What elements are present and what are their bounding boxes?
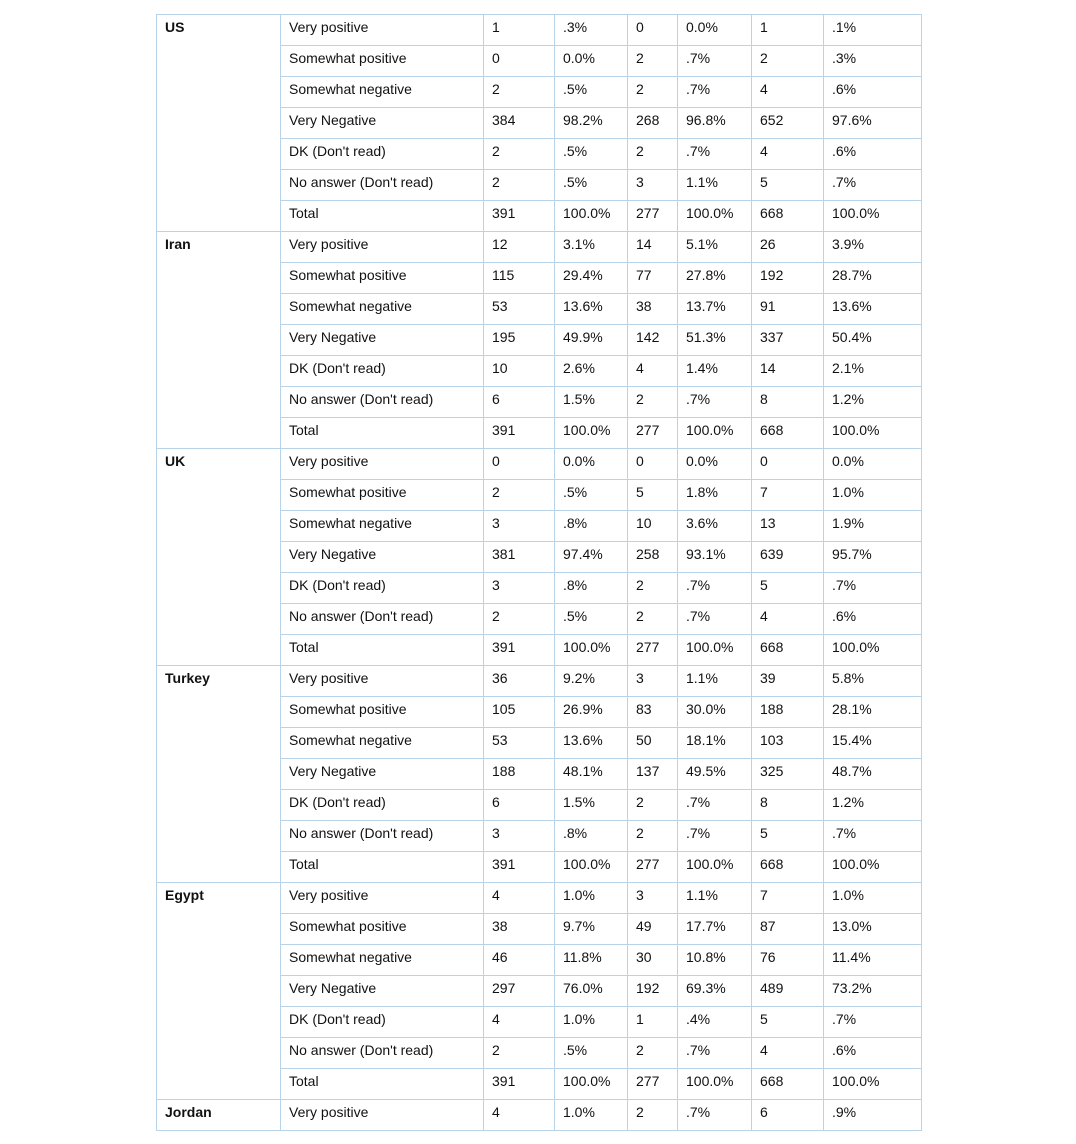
count-total-cell: 26: [752, 232, 824, 263]
percent-total-cell: .6%: [824, 1038, 922, 1069]
percent-total-cell: .3%: [824, 46, 922, 77]
count-group-1-cell: 2: [484, 77, 555, 108]
percent-group-1-cell: 98.2%: [555, 108, 628, 139]
percent-group-2-cell: 69.3%: [678, 976, 752, 1007]
percent-group-2-cell: .4%: [678, 1007, 752, 1038]
response-label: Very positive: [281, 15, 484, 46]
count-group-1-cell: 1: [484, 15, 555, 46]
count-group-2-cell: 192: [628, 976, 678, 1007]
percent-group-1-cell: 1.5%: [555, 790, 628, 821]
count-group-1-cell: 391: [484, 852, 555, 883]
count-total-cell: 4: [752, 77, 824, 108]
count-group-1-cell: 3: [484, 511, 555, 542]
count-total-cell: 652: [752, 108, 824, 139]
count-total-cell: 5: [752, 170, 824, 201]
response-label: Somewhat negative: [281, 945, 484, 976]
count-total-cell: 8: [752, 387, 824, 418]
count-total-cell: 5: [752, 1007, 824, 1038]
count-group-2-cell: 142: [628, 325, 678, 356]
count-group-2-cell: 5: [628, 480, 678, 511]
count-group-1-cell: 12: [484, 232, 555, 263]
table-row: [157, 1100, 922, 1131]
response-label: Total: [281, 201, 484, 232]
percent-group-1-cell: 9.2%: [555, 666, 628, 697]
percent-group-2-cell: .7%: [678, 139, 752, 170]
percent-total-cell: 28.1%: [824, 697, 922, 728]
count-group-2-cell: 277: [628, 635, 678, 666]
count-group-2-cell: 258: [628, 542, 678, 573]
percent-group-1-cell: 1.5%: [555, 387, 628, 418]
percent-total-cell: 1.9%: [824, 511, 922, 542]
percent-group-1-cell: .5%: [555, 480, 628, 511]
percent-total-cell: 1.2%: [824, 387, 922, 418]
response-label: Somewhat positive: [281, 914, 484, 945]
count-group-2-cell: 2: [628, 573, 678, 604]
percent-group-1-cell: 100.0%: [555, 1069, 628, 1100]
table-row: [157, 15, 922, 46]
count-group-2-cell: 277: [628, 201, 678, 232]
count-group-1-cell: 105: [484, 697, 555, 728]
response-label: Very Negative: [281, 976, 484, 1007]
response-label: Very Negative: [281, 325, 484, 356]
percent-group-2-cell: 27.8%: [678, 263, 752, 294]
percent-group-2-cell: .7%: [678, 604, 752, 635]
percent-group-2-cell: 100.0%: [678, 635, 752, 666]
table-row: [157, 232, 922, 263]
count-total-cell: 668: [752, 418, 824, 449]
table-body: [157, 15, 922, 1131]
response-label: Total: [281, 635, 484, 666]
count-total-cell: 7: [752, 480, 824, 511]
percent-total-cell: 100.0%: [824, 635, 922, 666]
count-group-1-cell: 53: [484, 294, 555, 325]
count-group-1-cell: 53: [484, 728, 555, 759]
count-total-cell: 2: [752, 46, 824, 77]
count-group-1-cell: 2: [484, 480, 555, 511]
count-total-cell: 0: [752, 449, 824, 480]
percent-group-2-cell: 1.1%: [678, 170, 752, 201]
count-group-2-cell: 4: [628, 356, 678, 387]
response-label: Somewhat positive: [281, 46, 484, 77]
count-total-cell: 4: [752, 1038, 824, 1069]
percent-total-cell: 100.0%: [824, 201, 922, 232]
count-group-1-cell: 10: [484, 356, 555, 387]
percent-total-cell: 0.0%: [824, 449, 922, 480]
count-group-2-cell: 3: [628, 883, 678, 914]
percent-total-cell: 11.4%: [824, 945, 922, 976]
count-group-1-cell: 4: [484, 883, 555, 914]
percent-group-2-cell: 1.8%: [678, 480, 752, 511]
count-group-2-cell: 3: [628, 666, 678, 697]
count-group-2-cell: 83: [628, 697, 678, 728]
percent-total-cell: .7%: [824, 573, 922, 604]
percent-total-cell: 50.4%: [824, 325, 922, 356]
count-group-1-cell: 3: [484, 573, 555, 604]
count-total-cell: 188: [752, 697, 824, 728]
count-total-cell: 4: [752, 604, 824, 635]
count-group-1-cell: 0: [484, 449, 555, 480]
response-label: Very Negative: [281, 542, 484, 573]
response-label: No answer (Don't read): [281, 170, 484, 201]
percent-group-2-cell: .7%: [678, 46, 752, 77]
percent-group-1-cell: 100.0%: [555, 852, 628, 883]
percent-group-1-cell: .5%: [555, 604, 628, 635]
count-group-2-cell: 2: [628, 604, 678, 635]
percent-group-1-cell: 76.0%: [555, 976, 628, 1007]
count-group-2-cell: 137: [628, 759, 678, 790]
count-group-1-cell: 2: [484, 139, 555, 170]
response-label: Somewhat negative: [281, 728, 484, 759]
count-group-2-cell: 2: [628, 790, 678, 821]
country-label: Jordan: [157, 1100, 281, 1131]
count-total-cell: 8: [752, 790, 824, 821]
percent-total-cell: 100.0%: [824, 418, 922, 449]
count-total-cell: 13: [752, 511, 824, 542]
count-total-cell: 87: [752, 914, 824, 945]
response-label: Somewhat positive: [281, 263, 484, 294]
response-label: Very positive: [281, 449, 484, 480]
count-group-1-cell: 38: [484, 914, 555, 945]
response-label: Very Negative: [281, 759, 484, 790]
percent-group-1-cell: 48.1%: [555, 759, 628, 790]
percent-group-2-cell: 30.0%: [678, 697, 752, 728]
percent-group-1-cell: 13.6%: [555, 728, 628, 759]
table-row: [157, 883, 922, 914]
response-label: Somewhat positive: [281, 697, 484, 728]
count-group-1-cell: 3: [484, 821, 555, 852]
percent-group-1-cell: 100.0%: [555, 418, 628, 449]
percent-group-2-cell: 1.1%: [678, 666, 752, 697]
count-group-2-cell: 2: [628, 77, 678, 108]
count-total-cell: 5: [752, 821, 824, 852]
percent-total-cell: .1%: [824, 15, 922, 46]
percent-total-cell: 48.7%: [824, 759, 922, 790]
percent-group-1-cell: .5%: [555, 139, 628, 170]
percent-group-1-cell: 0.0%: [555, 449, 628, 480]
count-group-2-cell: 2: [628, 1038, 678, 1069]
percent-group-2-cell: 3.6%: [678, 511, 752, 542]
count-total-cell: 6: [752, 1100, 824, 1131]
count-group-1-cell: 115: [484, 263, 555, 294]
count-group-2-cell: 268: [628, 108, 678, 139]
percent-group-2-cell: .7%: [678, 1038, 752, 1069]
count-group-2-cell: 2: [628, 1100, 678, 1131]
percent-group-1-cell: .3%: [555, 15, 628, 46]
percent-group-1-cell: 100.0%: [555, 635, 628, 666]
count-group-2-cell: 2: [628, 139, 678, 170]
count-group-2-cell: 10: [628, 511, 678, 542]
percent-total-cell: .6%: [824, 604, 922, 635]
country-label: Egypt: [157, 883, 281, 1100]
percent-total-cell: 5.8%: [824, 666, 922, 697]
percent-group-2-cell: .7%: [678, 790, 752, 821]
response-label: No answer (Don't read): [281, 604, 484, 635]
count-total-cell: 103: [752, 728, 824, 759]
count-group-1-cell: 195: [484, 325, 555, 356]
count-group-2-cell: 49: [628, 914, 678, 945]
count-group-1-cell: 4: [484, 1100, 555, 1131]
percent-total-cell: .7%: [824, 170, 922, 201]
percent-group-1-cell: 1.0%: [555, 1100, 628, 1131]
count-group-2-cell: 1: [628, 1007, 678, 1038]
response-label: DK (Don't read): [281, 573, 484, 604]
count-total-cell: 7: [752, 883, 824, 914]
percent-group-2-cell: 5.1%: [678, 232, 752, 263]
percent-total-cell: .7%: [824, 821, 922, 852]
count-group-2-cell: 2: [628, 46, 678, 77]
percent-group-2-cell: 93.1%: [678, 542, 752, 573]
count-total-cell: 639: [752, 542, 824, 573]
count-group-1-cell: 6: [484, 387, 555, 418]
response-label: Somewhat negative: [281, 77, 484, 108]
percent-group-2-cell: .7%: [678, 77, 752, 108]
count-total-cell: 1: [752, 15, 824, 46]
count-group-2-cell: 277: [628, 418, 678, 449]
count-group-1-cell: 2: [484, 604, 555, 635]
count-group-2-cell: 30: [628, 945, 678, 976]
count-total-cell: 5: [752, 573, 824, 604]
percent-total-cell: 1.0%: [824, 480, 922, 511]
percent-group-1-cell: 13.6%: [555, 294, 628, 325]
count-total-cell: 337: [752, 325, 824, 356]
percent-group-1-cell: .5%: [555, 77, 628, 108]
response-label: Total: [281, 852, 484, 883]
response-label: DK (Don't read): [281, 139, 484, 170]
percent-group-2-cell: 100.0%: [678, 201, 752, 232]
count-group-1-cell: 46: [484, 945, 555, 976]
results-table: [156, 14, 922, 1131]
percent-group-1-cell: 100.0%: [555, 201, 628, 232]
percent-group-1-cell: 9.7%: [555, 914, 628, 945]
percent-total-cell: .6%: [824, 139, 922, 170]
percent-group-2-cell: 13.7%: [678, 294, 752, 325]
percent-group-1-cell: 2.6%: [555, 356, 628, 387]
count-group-1-cell: 4: [484, 1007, 555, 1038]
count-group-1-cell: 6: [484, 790, 555, 821]
percent-group-2-cell: 100.0%: [678, 852, 752, 883]
count-group-1-cell: 391: [484, 635, 555, 666]
percent-total-cell: .6%: [824, 77, 922, 108]
percent-group-1-cell: .5%: [555, 1038, 628, 1069]
count-group-2-cell: 50: [628, 728, 678, 759]
percent-group-2-cell: 0.0%: [678, 449, 752, 480]
count-group-1-cell: 0: [484, 46, 555, 77]
count-total-cell: 668: [752, 201, 824, 232]
response-label: Total: [281, 418, 484, 449]
percent-total-cell: 3.9%: [824, 232, 922, 263]
count-total-cell: 668: [752, 1069, 824, 1100]
results-table-container: [156, 14, 922, 1131]
percent-total-cell: .9%: [824, 1100, 922, 1131]
table-row: [157, 666, 922, 697]
count-group-2-cell: 0: [628, 449, 678, 480]
count-total-cell: 14: [752, 356, 824, 387]
percent-group-2-cell: 49.5%: [678, 759, 752, 790]
percent-total-cell: 100.0%: [824, 852, 922, 883]
percent-total-cell: 100.0%: [824, 1069, 922, 1100]
percent-group-1-cell: .5%: [555, 170, 628, 201]
response-label: Somewhat positive: [281, 480, 484, 511]
percent-group-1-cell: 1.0%: [555, 1007, 628, 1038]
percent-group-1-cell: .8%: [555, 511, 628, 542]
percent-group-2-cell: 18.1%: [678, 728, 752, 759]
count-group-2-cell: 3: [628, 170, 678, 201]
count-total-cell: 39: [752, 666, 824, 697]
percent-group-2-cell: 1.4%: [678, 356, 752, 387]
response-label: Somewhat negative: [281, 511, 484, 542]
percent-total-cell: 15.4%: [824, 728, 922, 759]
count-group-1-cell: 391: [484, 1069, 555, 1100]
percent-group-1-cell: 11.8%: [555, 945, 628, 976]
percent-group-2-cell: .7%: [678, 1100, 752, 1131]
percent-group-1-cell: 49.9%: [555, 325, 628, 356]
percent-group-1-cell: 0.0%: [555, 46, 628, 77]
response-label: No answer (Don't read): [281, 1038, 484, 1069]
response-label: Very Negative: [281, 108, 484, 139]
count-group-2-cell: 0: [628, 15, 678, 46]
count-group-2-cell: 2: [628, 821, 678, 852]
count-total-cell: 192: [752, 263, 824, 294]
count-group-2-cell: 14: [628, 232, 678, 263]
percent-total-cell: 95.7%: [824, 542, 922, 573]
country-label: US: [157, 15, 281, 232]
count-group-1-cell: 36: [484, 666, 555, 697]
response-label: Very positive: [281, 666, 484, 697]
count-group-2-cell: 277: [628, 1069, 678, 1100]
percent-group-1-cell: 26.9%: [555, 697, 628, 728]
response-label: Very positive: [281, 883, 484, 914]
percent-group-1-cell: 1.0%: [555, 883, 628, 914]
response-label: No answer (Don't read): [281, 387, 484, 418]
percent-group-2-cell: 1.1%: [678, 883, 752, 914]
percent-group-2-cell: 17.7%: [678, 914, 752, 945]
percent-group-2-cell: .7%: [678, 387, 752, 418]
percent-group-1-cell: 97.4%: [555, 542, 628, 573]
percent-group-1-cell: .8%: [555, 821, 628, 852]
percent-group-1-cell: 29.4%: [555, 263, 628, 294]
country-label: UK: [157, 449, 281, 666]
percent-group-2-cell: .7%: [678, 573, 752, 604]
percent-group-2-cell: 96.8%: [678, 108, 752, 139]
count-total-cell: 668: [752, 635, 824, 666]
country-label: Turkey: [157, 666, 281, 883]
percent-total-cell: 73.2%: [824, 976, 922, 1007]
response-label: Very positive: [281, 232, 484, 263]
count-total-cell: 325: [752, 759, 824, 790]
count-group-2-cell: 277: [628, 852, 678, 883]
count-group-1-cell: 2: [484, 170, 555, 201]
response-label: Very positive: [281, 1100, 484, 1131]
count-total-cell: 668: [752, 852, 824, 883]
count-group-1-cell: 391: [484, 201, 555, 232]
table-row: [157, 449, 922, 480]
count-group-1-cell: 297: [484, 976, 555, 1007]
count-group-1-cell: 2: [484, 1038, 555, 1069]
response-label: DK (Don't read): [281, 356, 484, 387]
percent-total-cell: 13.0%: [824, 914, 922, 945]
count-group-2-cell: 38: [628, 294, 678, 325]
percent-group-2-cell: .7%: [678, 821, 752, 852]
percent-total-cell: 13.6%: [824, 294, 922, 325]
percent-group-1-cell: 3.1%: [555, 232, 628, 263]
response-label: Total: [281, 1069, 484, 1100]
response-label: DK (Don't read): [281, 1007, 484, 1038]
count-group-1-cell: 384: [484, 108, 555, 139]
count-total-cell: 76: [752, 945, 824, 976]
count-total-cell: 4: [752, 139, 824, 170]
percent-total-cell: 2.1%: [824, 356, 922, 387]
percent-group-1-cell: .8%: [555, 573, 628, 604]
percent-total-cell: 97.6%: [824, 108, 922, 139]
response-label: No answer (Don't read): [281, 821, 484, 852]
percent-total-cell: 1.2%: [824, 790, 922, 821]
count-group-1-cell: 188: [484, 759, 555, 790]
count-group-1-cell: 381: [484, 542, 555, 573]
percent-group-2-cell: 51.3%: [678, 325, 752, 356]
count-group-1-cell: 391: [484, 418, 555, 449]
percent-group-2-cell: 10.8%: [678, 945, 752, 976]
count-total-cell: 489: [752, 976, 824, 1007]
count-total-cell: 91: [752, 294, 824, 325]
count-group-2-cell: 77: [628, 263, 678, 294]
response-label: Somewhat negative: [281, 294, 484, 325]
percent-total-cell: 1.0%: [824, 883, 922, 914]
percent-total-cell: 28.7%: [824, 263, 922, 294]
percent-group-2-cell: 100.0%: [678, 1069, 752, 1100]
count-group-2-cell: 2: [628, 387, 678, 418]
percent-group-2-cell: 0.0%: [678, 15, 752, 46]
percent-group-2-cell: 100.0%: [678, 418, 752, 449]
country-label: Iran: [157, 232, 281, 449]
response-label: DK (Don't read): [281, 790, 484, 821]
percent-total-cell: .7%: [824, 1007, 922, 1038]
